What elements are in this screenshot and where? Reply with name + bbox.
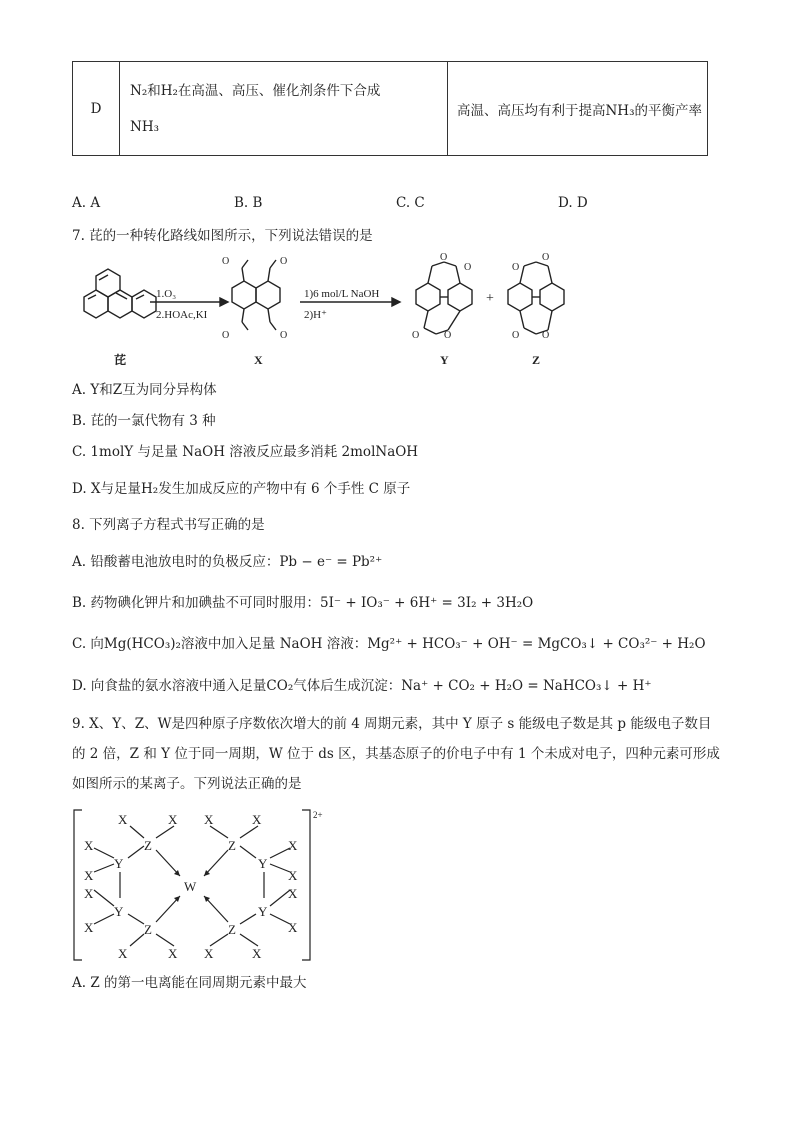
option-letter: D [73,62,120,156]
atom-x: X [84,868,94,883]
atom-x: X [118,946,128,961]
z-carbonyl-o-1: O [512,262,520,273]
label-x: X [254,353,263,367]
atom-y: Y [258,904,268,919]
option-table [72,61,708,156]
atom-y: Y [114,856,124,871]
choice-d: D. D [558,195,588,211]
left-cell-line2: NH₃ [130,118,159,135]
y-carbonyl-o-1: O [464,262,472,273]
q9-stem-line2: 的 2 倍，Z 和 Y 位于同一周期，W 位于 ds 区，其基态原子的价电子中有 1 个未成对电子，四种元素可形成 [72,746,720,762]
choice-a: A. A [72,195,101,211]
right-bracket [302,810,310,960]
z-ring-o-1: O [542,252,550,263]
atom-x: X [288,920,298,935]
q7-stem: 7. 芘的一种转化路线如图所示，下列说法错误的是 [72,228,373,244]
z-carbonyl-o-2: O [512,330,520,341]
q8-option-d: D. 向食盐的氨水溶液中通入足量CO₂气体后生成沉淀：Na⁺ + CO₂ + H₂O = NaHCO₃↓ + H⁺ [72,678,652,694]
q9-option-a: A. Z 的第一电离能在同周期元素中最大 [72,975,307,991]
complex-ion-diagram [70,806,330,966]
q8-option-b: B. 药物碘化钾片和加碘盐不可同时服用：5I⁻ + IO₃⁻ + 6H⁺ = 3I₂ + 3H₂O [72,595,534,611]
atom-z: Z [144,838,152,853]
atom-x: X [288,868,298,883]
atom-x: X [252,812,262,827]
atom-x: X [168,946,178,961]
q7-option-c: C. 1molY 与足量 NaOH 溶液反应最多消耗 2molNaOH [72,444,419,460]
q7-option-d: D. X与足量H₂发生加成反应的产物中有 6 个手性 C 原子 [72,481,411,497]
choice-c: C. C [396,195,425,211]
q9-stem-line1: 9. X、Y、Z、W是四种原子序数依次增大的前 4 周期元素，其中 Y 原子 s 能级电子数是其 p 能级电子数目 [72,716,712,732]
pyrene-structure [84,269,156,318]
option-right-cell: 高温、高压均有利于提高NH₃的平衡产率 [448,62,708,156]
label-pyrene: 芘 [114,353,127,367]
atom-z: Z [228,922,236,937]
atom-x: X [204,946,214,961]
z-ring-o-2: O [542,330,550,341]
option-left-cell [120,62,448,156]
aldehyde-o-4: O [280,330,288,341]
aldehyde-o-2: O [280,256,288,267]
reagent1-top: 1.O₃ [156,288,177,300]
q8-stem: 8. 下列离子方程式书写正确的是 [72,517,265,533]
atom-x: X [204,812,214,827]
choice-b: B. B [234,195,263,211]
left-cell-line1: N₂和H₂在高温、高压、催化剂条件下合成 [130,82,381,99]
atom-z: Z [144,922,152,937]
q7-option-b: B. 芘的一氯代物有 3 种 [72,413,216,429]
reagent2-top: 1)6 mol/L NaOH [304,288,380,300]
atom-x: X [118,812,128,827]
atom-y: Y [258,856,268,871]
atom-y: Y [114,904,124,919]
label-y: Y [440,353,449,367]
label-z: Z [532,353,541,367]
q9-stem-line3: 如图所示的某离子。下列说法正确的是 [72,776,302,792]
atom-x: X [84,920,94,935]
atom-x: X [288,838,298,853]
left-bracket [74,810,82,960]
q7-option-a: A. Y和Z互为同分异构体 [72,382,217,398]
reaction-scheme [72,252,612,374]
y-ring-o-1: O [440,252,448,263]
q8-option-c: C. 向Mg(HCO₃)₂溶液中加入足量 NaOH 溶液：Mg²⁺ + HCO₃⁻ + OH⁻ = MgCO₃↓ + CO₃²⁻ + H₂O [72,636,706,652]
atom-x: X [168,812,178,827]
atom-x: X [252,946,262,961]
q8-option-a: A. 铅酸蓄电池放电时的负极反应：Pb − e⁻ = Pb²⁺ [72,554,383,570]
atom-x: X [84,838,94,853]
atom-x: X [288,886,298,901]
reagent2-bottom: 2)H⁺ [304,309,327,321]
ion-charge: 2+ [313,810,323,820]
y-carbonyl-o-2: O [412,330,420,341]
atom-w: W [184,879,197,894]
table-row [73,62,708,156]
compound-x-structure [232,260,280,330]
atom-z: Z [228,838,236,853]
aldehyde-o-1: O [222,256,230,267]
aldehyde-o-3: O [222,330,230,341]
y-ring-o-2: O [444,330,452,341]
reagent1-bottom: 2.HOAc,KI [156,309,208,321]
atom-x: X [84,886,94,901]
plus-sign: + [486,291,494,306]
